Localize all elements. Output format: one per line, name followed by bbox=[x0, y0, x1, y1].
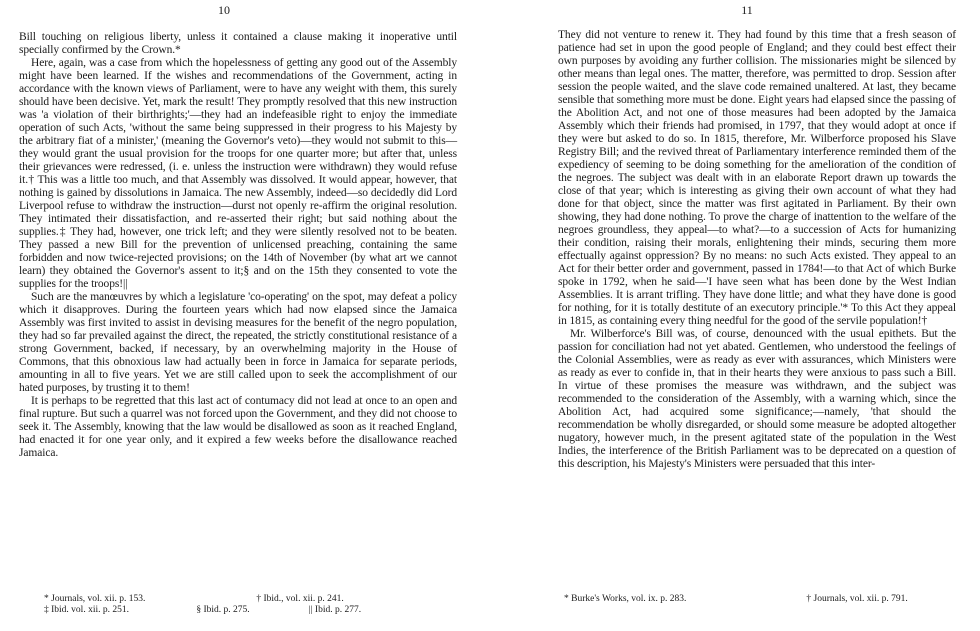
footnote: * Journals, vol. xii. p. 153. bbox=[44, 594, 146, 604]
page-number: 11 bbox=[741, 3, 753, 17]
paragraph: They did not venture to renew it. They had found by this time that a fresh season of patience had set in upon the good people of England; and they could best effect their own purposes by avoiding any further collision. The missionaries might be silenced by other means than legal ones. The matter, therefore, was permitted to drop. Session after session the people waited, and the slave code remained unaltered. At last, they became sensible that something more must be done. Eight years had elapsed since the passing of the Abolition Act, and not one of those measures had been adopted by the Jamaica Assembly which their friends had promised, in 1797, that they would adopt at once if they were but asked to do so. In 1815, therefore, Mr. Wilberforce proposed his Slave Registry Bill; and the revived threat of Parliamentary interference reminded them of the expediency of seeming to be doing something for the amelioration of the condition of the negroes. The subject was dealt with in an elaborate Report drawn up towards the close of that year; which is interesting as giving their own account of what they had done for that object, since the matter was first agitated in Parliament. By their own showing, they had done nothing. To prove the charge of inattention to the welfare of the negroes groundless, they appeal—to what?—to a succession of Acts for humanizing their condition, raising their morals, enlightening their minds, securing them more effectually against oppression? By no means: no such Acts existed. They appeal to an Act for their better order and government, passed in 1784!—to that Act of which Burke spoke in 1792, when he said—'I have seen what has been done by the West Indian Assemblies. It is arrant trifling. They have done little; and what they have done is good for nothing, for it is totally destitute of an executory principle.'* To this Act they appeal in 1815, as containing every thing needful for the good of the servile population!† bbox=[558, 29, 956, 327]
footnote: § Ibid. p. 275. bbox=[196, 605, 250, 615]
footnote: † Ibid., vol. xii. p. 241. bbox=[256, 594, 344, 604]
right-page bbox=[490, 0, 980, 631]
footnotes bbox=[44, 594, 464, 605]
paragraph: Such are the manœuvres by which a legislature 'co-operating' on the spot, may defeat a policy which it disapproves. During the fourteen years which had now elapsed since the Jamaica Assembly was first invited to assist in devising measures for the benefit of the negro population, they had so far prevailed against the direct, the repeated, the strictly constitutional resistance of a strong Government, backed, if necessary, by an overwhelming majority in the House of Commons, that this obnoxious law had actually been in force in Jamaica for separate periods, amounting in all to five years. Yet we are still called upon to seek the accomplishment of our hated purposes, by trusting it to them! bbox=[19, 291, 457, 394]
paragraph: Bill touching on religious liberty, unless it contained a clause making it inoperative until specially confirmed by the Crown.* bbox=[19, 31, 457, 56]
body-text bbox=[19, 31, 457, 460]
footnote: † Journals, vol. xii. p. 791. bbox=[806, 594, 908, 604]
paragraph: Mr. Wilberforce's Bill was, of course, denounced with the usual epithets. But the passion for conciliation had not yet abated. Gentlemen, who understood the feelings of the Colonial Assemblies, were as ready as ever with assurances, which Ministers were as ready as ever to confide in, that in their hearts they were anxious to pass such a Bill. In virtue of these promises the measure was withdrawn, and the subject was recommended to the consideration of the Assembly, with a warning which, since the Abolition Act, had acquired some significance;—namely, 'that should the recommendation be wholly disregarded, or should some measure be adopted altogether nugatory, however much, in the present agitated state of the population in the West Indies, the interference of the British Parliament was to be deprecated on a question of this description, his Majesty's Ministers were persuaded that this inter- bbox=[558, 328, 956, 470]
paragraph: Here, again, was a case from which the hopelessness of getting any good out of the Assembly might have been learned. If the wishes and recommendations of the Government, acting in accordance with the known views of Parliament, were to have any weight with them, this surely should have been decisive. Yet, mark the result! They promptly resolved that this new instruction was 'a violation of their birthrights;'—they had an indefeasible right to enjoy the immediate operation of such Acts, 'without the same being suppressed in their progress to his Majesty by the arbitrary fiat of a minister,' (meaning the Governor's veto)—they would not submit to this—they would grant the usual provision for the troops for one quarter more; but after that, unless their grievances were redressed, (i. e. unless the instruction were withdrawn) they would refuse it.† This was a little too much, and that Assembly was dissolved. It would appear, however, that nothing is gained by dissolutions in Jamaica. The new Assembly, indeed—so decidedly did Lord Liverpool refuse to withdraw the instruction—durst not openly re-affirm the original resolution. They intimated their dissatisfaction, and re-asserted their right; but said nothing about the supplies.‡ They had, however, one trick left; and they were silently resolved not to be beaten. They passed a new Bill for the prevention of unlicensed preaching, containing the same forbidden and now twice-rejected provisions; on the 14th of November (by what art we cannot learn) they obtained the Governor's assent to it;§ and on the 15th they consented to vote the supplies for the troops!|| bbox=[19, 57, 457, 290]
page-number: 10 bbox=[218, 3, 230, 17]
footnote: ‡ Ibid. vol. xii. p. 251. bbox=[44, 605, 129, 615]
footnotes bbox=[564, 594, 944, 605]
body-text bbox=[558, 29, 956, 471]
footnote: * Burke's Works, vol. ix. p. 283. bbox=[564, 594, 687, 604]
paragraph: It is perhaps to be regretted that this last act of contumacy did not lead at once to an open and final rupture. But such a quarrel was not forced upon the Government, and they did not choose to seek it. The Assembly, knowing that the law would be disallowed as soon as it reached England, had enacted it for one year only, and it expired a few weeks before the disallowance reached Jamaica. bbox=[19, 395, 457, 459]
footnote: || Ibid. p. 277. bbox=[308, 605, 362, 615]
footnotes bbox=[44, 605, 464, 616]
